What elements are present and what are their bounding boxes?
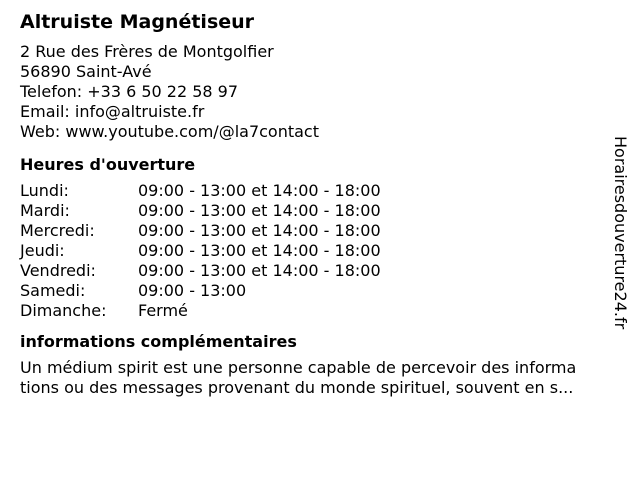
hours-day: Lundi:: [20, 181, 69, 200]
hours-time: Fermé: [138, 301, 188, 320]
hours-heading: Heures d'ouverture: [20, 155, 196, 174]
hours-row-vendredi: [20, 261, 620, 281]
business-card: [20, 10, 620, 398]
address-street: 2 Rue des Frères de Montgolfier: [20, 42, 274, 61]
info-heading: informations complémentaires: [20, 332, 297, 351]
phone-line: Telefon: +33 6 50 22 58 97: [20, 82, 239, 101]
info-line: tions ou des messages provenant du monde spirituel, souvent en s...: [20, 378, 574, 397]
hours-day: Mercredi:: [20, 221, 95, 240]
hours-time: 09:00 - 13:00: [138, 281, 247, 300]
hours-row-dimanche: [20, 301, 620, 321]
hours-time: 09:00 - 13:00 et 14:00 - 18:00: [138, 261, 381, 280]
brand-watermark: Horairesdouverture24.fr: [611, 136, 630, 330]
contact-block: [20, 42, 620, 142]
hours-row-samedi: [20, 281, 620, 301]
hours-time: 09:00 - 13:00 et 14:00 - 18:00: [138, 241, 381, 260]
info-line: Un médium spirit est une personne capable de percevoir des informa: [20, 358, 577, 377]
email-line: Email: info@altruiste.fr: [20, 102, 205, 121]
hours-row-jeudi: [20, 241, 620, 261]
hours-table: [20, 181, 620, 321]
hours-row-lundi: [20, 181, 620, 201]
hours-time: 09:00 - 13:00 et 14:00 - 18:00: [138, 201, 381, 220]
hours-time: 09:00 - 13:00 et 14:00 - 18:00: [138, 221, 381, 240]
hours-day: Vendredi:: [20, 261, 96, 280]
hours-day: Jeudi:: [20, 241, 65, 260]
business-name: Altruiste Magnétiseur: [20, 11, 255, 33]
address-city: 56890 Saint-Avé: [20, 62, 152, 81]
hours-day: Dimanche:: [20, 301, 107, 320]
hours-time: 09:00 - 13:00 et 14:00 - 18:00: [138, 181, 381, 200]
hours-row-mercredi: [20, 221, 620, 241]
hours-day: Mardi:: [20, 201, 70, 220]
info-description: [20, 358, 620, 398]
hours-row-mardi: [20, 201, 620, 221]
web-line: Web: www.youtube.com/@la7contact: [20, 122, 319, 141]
hours-day: Samedi:: [20, 281, 86, 300]
